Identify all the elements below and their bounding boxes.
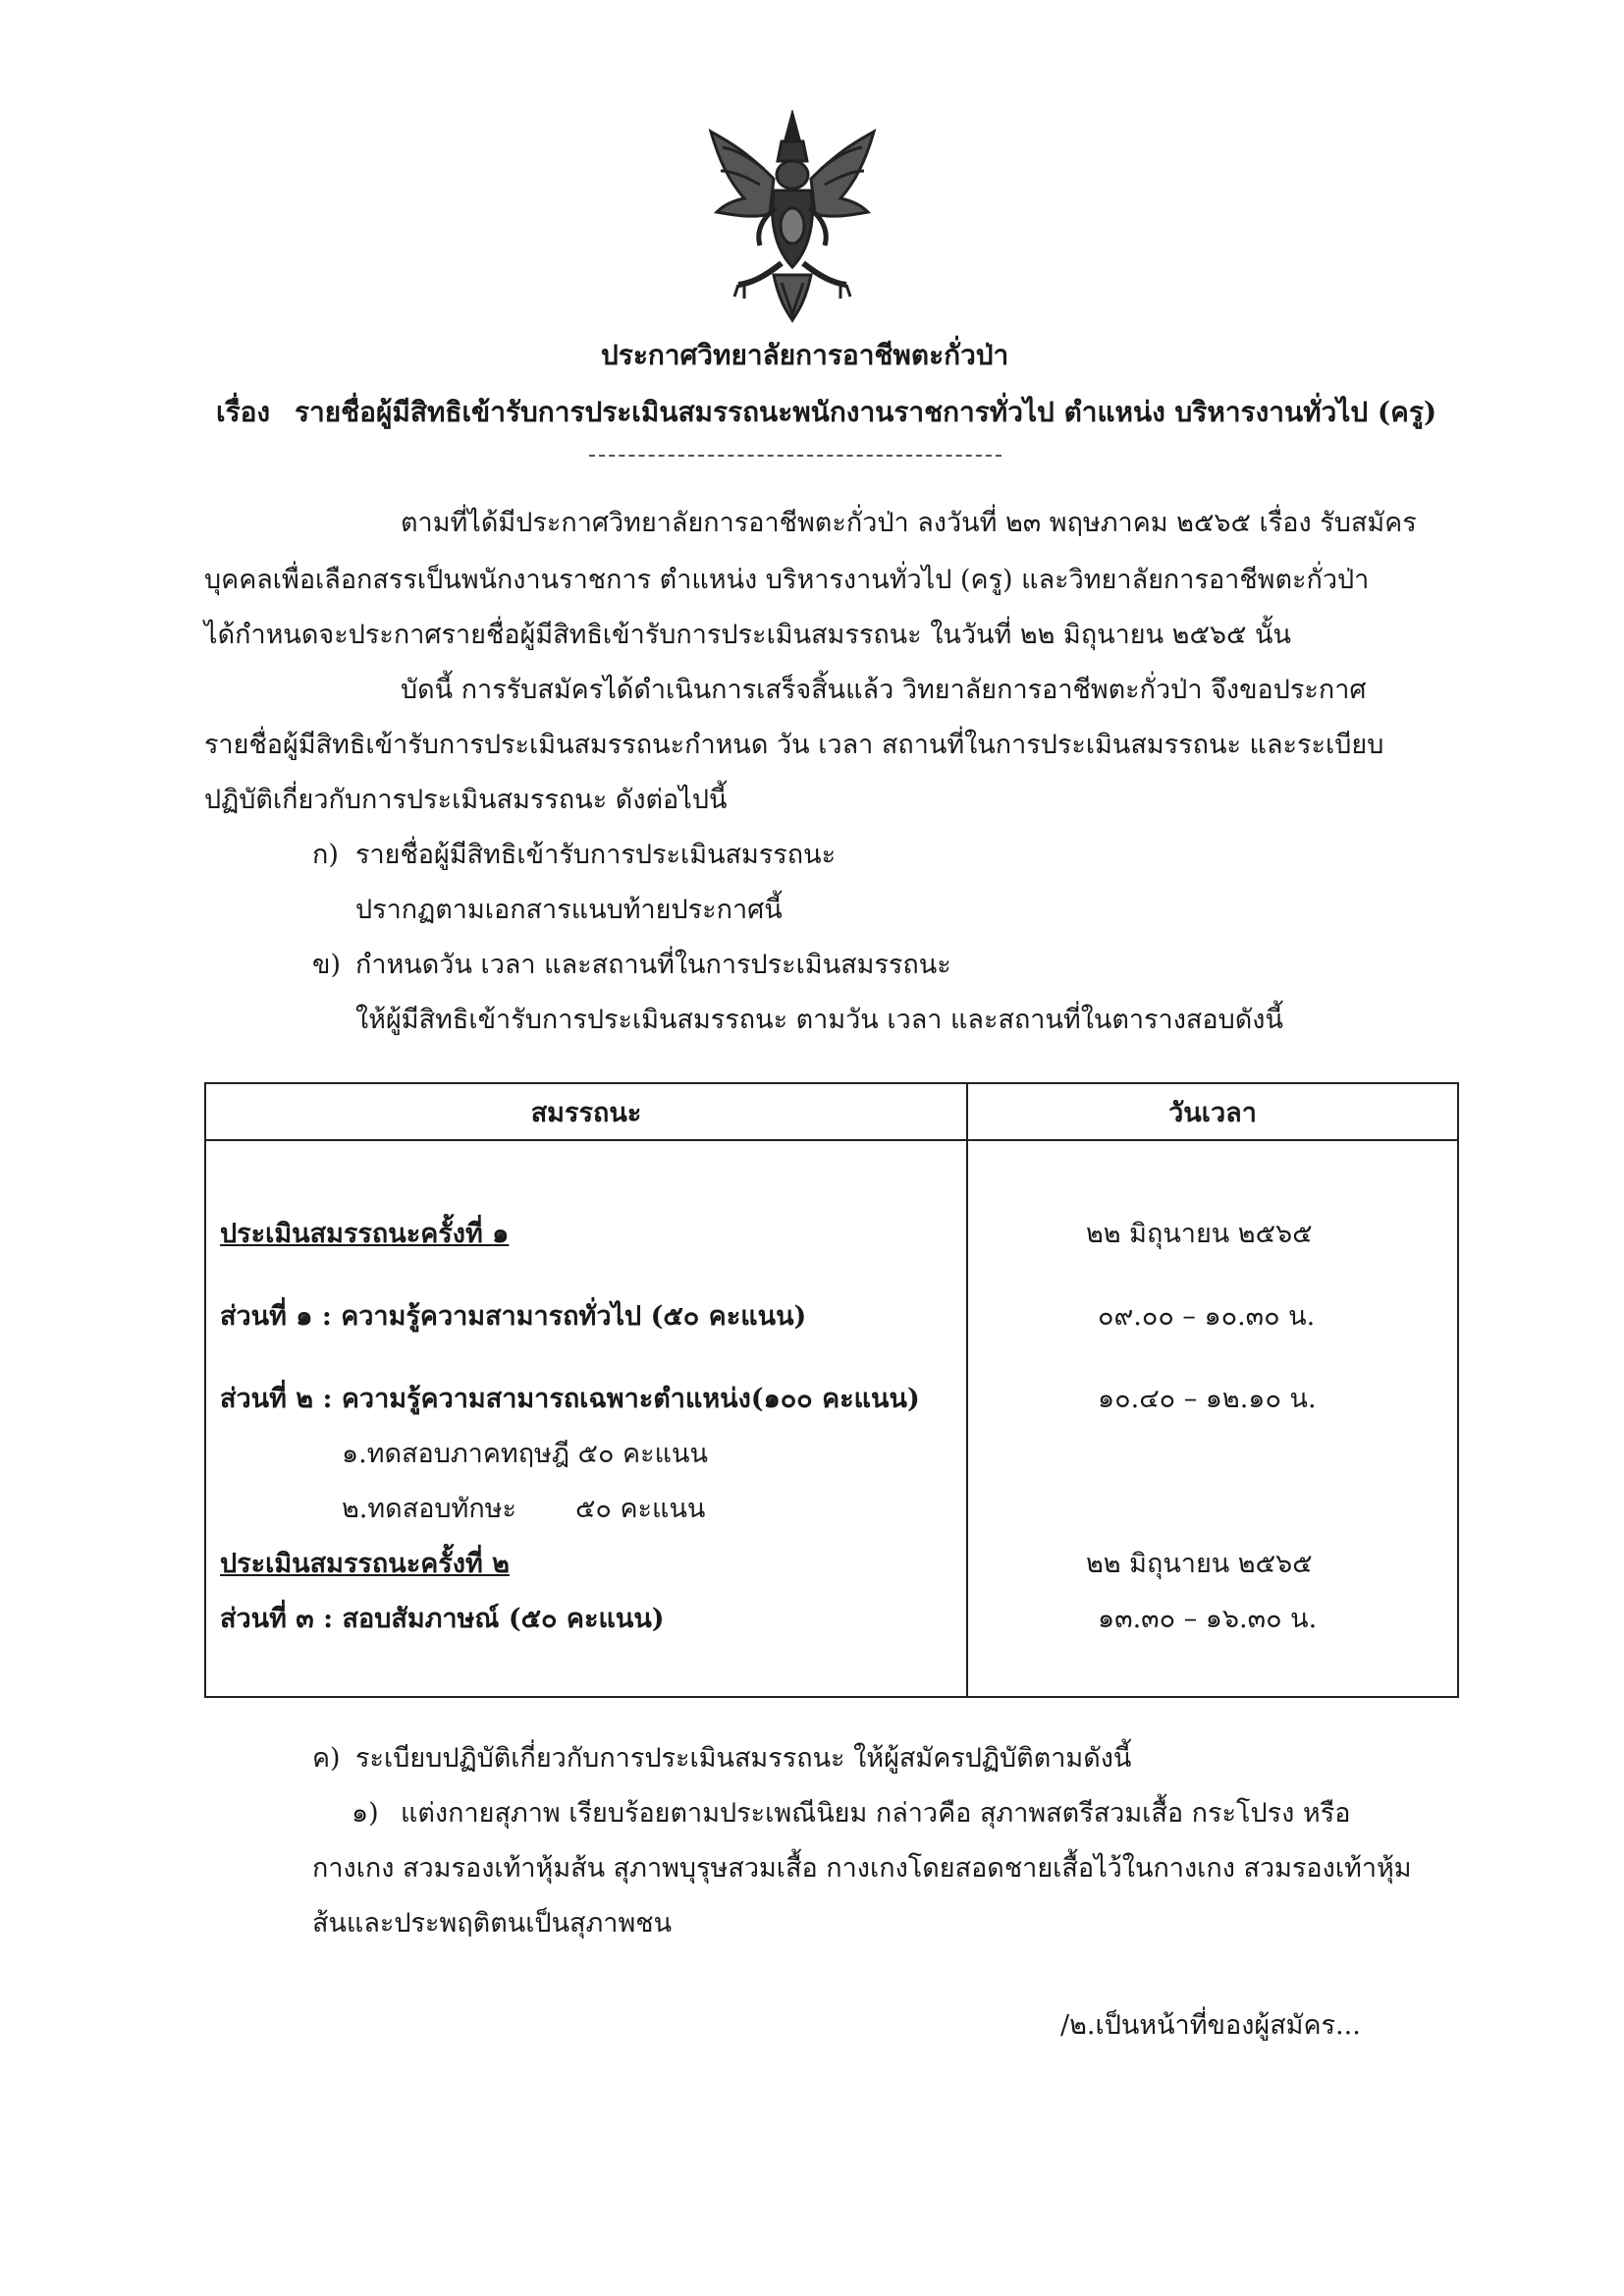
rules-intro: ระเบียบปฏิบัติเกี่ยวกับการประเมินสมรรถนะ ให้ผู้สมัครปฏิบัติตามดังนี้ [355, 1743, 1132, 1774]
sub-item-2-score: ๕๐ คะแนน [575, 1494, 706, 1524]
p1-line-3: ได้กำหนดจะประกาศรายชื่อผู้มีสิทธิเข้ารับการประเมินสมรรถนะ ในวันที่ ๒๒ มิถุนายน ๒๕๖๕ นั้น [204, 620, 1291, 650]
header-datetime: วันเวลา [967, 1083, 1458, 1140]
garuda-emblem-icon [705, 110, 880, 324]
competency-cell [205, 1140, 967, 1697]
subject-text: รายชื่อผู้มีสิทธิเข้ารับการประเมินสมรรถนะพนักงานราชการทั่วไป ตำแหน่ง บริหารงานทั่วไป (ครู) [295, 396, 1437, 428]
header-divider [589, 455, 1001, 457]
item-a-line-2: ปรากฏตามเอกสารแนบท้ายประกาศนี้ [355, 895, 783, 925]
sub-item-2-label: ๒.ทดสอบทักษะ [342, 1494, 516, 1524]
table-body-row [205, 1140, 1458, 1697]
item-b-line-2: ให้ผู้มีสิทธิเข้ารับการประเมินสมรรถนะ ตามวัน เวลา และสถานที่ในตารางสอบดังนี้ [355, 1005, 1283, 1035]
rule-1-marker: ๑) [352, 1798, 379, 1829]
subject-label: เรื่อง [216, 396, 271, 428]
date-round-1: ๒๒ มิถุนายน ๒๕๖๕ [1086, 1219, 1313, 1249]
p2-line-1: บัดนี้ การรับสมัครได้ดำเนินการเสร็จสิ้นแล้ว วิทยาลัยการอาชีพตะกั่วป่า จึงขอประกาศ [401, 675, 1367, 705]
time-part-2: ๑๐.๔๐ – ๑๒.๑๐ น. [1098, 1384, 1317, 1414]
round-1-heading: ประเมินสมรรถนะครั้งที่ ๑ [220, 1219, 510, 1249]
rule-1-line-1: แต่งกายสุภาพ เรียบร้อยตามประเพณีนิยม กล่าวคือ สุภาพสตรีสวมเสื้อ กระโปรง หรือ [401, 1798, 1351, 1829]
rule-1-line-2: กางเกง สวมรองเท้าหุ้มส้น สุภาพบุรุษสวมเสื้อ กางเกงโดยสอดชายเสื้อไว้ในกางเกง สวมรองเท้าหุ้ม [312, 1853, 1412, 1884]
rule-1-line-3: ส้นและประพฤติตนเป็นสุภาพชน [312, 1908, 673, 1939]
item-b-marker: ข) [312, 950, 341, 980]
rules-marker: ค) [312, 1743, 341, 1774]
date-round-2: ๒๒ มิถุนายน ๒๕๖๕ [1086, 1549, 1313, 1579]
schedule-table [204, 1082, 1459, 1698]
sub-item-1: ๑.ทดสอบภาคทฤษฎี ๕๐ คะแนน [342, 1439, 708, 1469]
p2-line-3: ปฏิบัติเกี่ยวกับการประเมินสมรรถนะ ดังต่อไปนี้ [204, 785, 728, 815]
announcement-title: ประกาศวิทยาลัยการอาชีพตะกั่วป่า [601, 339, 1009, 371]
datetime-cell [967, 1140, 1458, 1697]
table-header-row [205, 1083, 1458, 1140]
part-2: ส่วนที่ ๒ : ความรู้ความสามารถเฉพาะตำแหน่ง(๑๐๐ คะแนน) [220, 1384, 920, 1414]
p1-line-1: ตามที่ได้มีประกาศวิทยาลัยการอาชีพตะกั่วป่า ลงวันที่ ๒๓ พฤษภาคม ๒๕๖๕ เรื่อง รับสมัคร [401, 508, 1417, 538]
continuation-note: /๒.เป็นหน้าที่ของผู้สมัคร... [1060, 2010, 1361, 2041]
time-part-1: ๐๙.๐๐ – ๑๐.๓๐ น. [1098, 1301, 1316, 1332]
item-a-line-1: รายชื่อผู้มีสิทธิเข้ารับการประเมินสมรรถนะ [355, 840, 837, 870]
time-part-3: ๑๓.๓๐ – ๑๖.๓๐ น. [1098, 1604, 1318, 1634]
part-1: ส่วนที่ ๑ : ความรู้ความสามารถทั่วไป (๕๐ คะแนน) [220, 1301, 807, 1332]
round-2-heading: ประเมินสมรรถนะครั้งที่ ๒ [220, 1549, 510, 1579]
p2-line-2: รายชื่อผู้มีสิทธิเข้ารับการประเมินสมรรถนะกำหนด วัน เวลา สถานที่ในการประเมินสมรรถนะ และระเบียบ [204, 730, 1384, 760]
item-b-line-1: กำหนดวัน เวลา และสถานที่ในการประเมินสมรรถนะ [355, 950, 951, 980]
p1-line-2: บุคคลเพื่อเลือกสรรเป็นพนักงานราชการ ตำแหน่ง บริหารงานทั่วไป (ครู) และวิทยาลัยการอาชีพตะกั่วป่า [204, 565, 1370, 595]
item-a-marker: ก) [312, 840, 339, 870]
header-competency: สมรรถนะ [205, 1083, 967, 1140]
part-3: ส่วนที่ ๓ : สอบสัมภาษณ์ (๕๐ คะแนน) [220, 1604, 665, 1634]
